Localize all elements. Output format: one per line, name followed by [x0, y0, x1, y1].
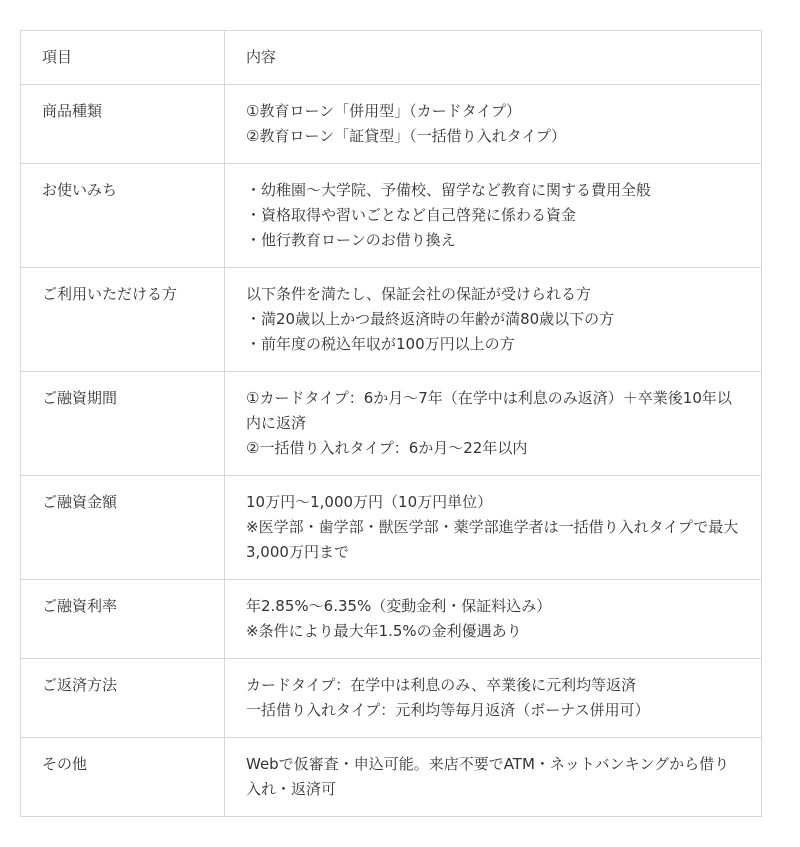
row-line: ・他行教育ローンのお借り換え: [246, 231, 456, 249]
table-row: [21, 85, 762, 164]
row-line: ①教育ローン「併用型」（カードタイプ）: [246, 102, 522, 120]
row-line: ・資格取得や習いごとなど自己啓発に係わる資金: [246, 206, 577, 224]
table-row: [21, 580, 762, 659]
row-line: 一括借り入れタイプ：元利均等毎月返済（ボーナス併用可）: [246, 701, 650, 719]
table-row: [21, 268, 762, 372]
header-value-cell: 内容: [225, 31, 762, 85]
row-line: ②教育ローン「証貸型」（一括借り入れタイプ）: [246, 127, 567, 145]
row-value: [225, 659, 762, 738]
row-label: 商品種類: [21, 85, 225, 164]
row-value: [225, 476, 762, 580]
loan-info-table: [20, 30, 762, 817]
row-line: 年2.85%〜6.35%（変動金利・保証料込み）: [246, 597, 552, 615]
table-row: [21, 476, 762, 580]
row-line: カードタイプ：在学中は利息のみ、卒業後に元利均等返済: [246, 676, 637, 694]
row-line: 10万円〜1,000万円（10万円単位）: [246, 493, 493, 511]
table-row: [21, 659, 762, 738]
table-row: [21, 164, 762, 268]
row-value: [225, 738, 762, 817]
row-line: ・幼稚園〜大学院、予備校、留学など教育に関する費用全般: [246, 181, 652, 199]
table-row: [21, 372, 762, 476]
row-label: その他: [21, 738, 225, 817]
row-line: ②一括借り入れタイプ：6か月〜22年以内: [246, 439, 528, 457]
row-label: ご融資金額: [21, 476, 225, 580]
row-value: [225, 580, 762, 659]
header-label-cell: 項目: [21, 31, 225, 85]
row-label: ご融資期間: [21, 372, 225, 476]
row-line: ※医学部・歯学部・獣医学部・薬学部進学者は一括借り入れタイプで最大3,000万円まで: [246, 518, 739, 561]
row-line: ・前年度の税込年収が100万円以上の方: [246, 335, 515, 353]
row-label: ご返済方法: [21, 659, 225, 738]
row-label: お使いみち: [21, 164, 225, 268]
row-line: ①カードタイプ：6か月〜7年（在学中は利息のみ返済）＋卒業後10年以内に返済: [246, 389, 732, 432]
row-line: 以下条件を満たし、保証会社の保証が受けられる方: [246, 285, 592, 303]
row-label: ご融資利率: [21, 580, 225, 659]
row-line: ※条件により最大年1.5%の金利優遇あり: [246, 622, 522, 640]
table-row: [21, 738, 762, 817]
row-value: [225, 372, 762, 476]
row-value: [225, 268, 762, 372]
row-value: [225, 85, 762, 164]
row-line: Webで仮審査・申込可能。来店不要でATM・ネットバンキングから借り入れ・返済可: [246, 755, 730, 798]
row-line: ・満20歳以上かつ最終返済時の年齢が満80歳以下の方: [246, 310, 615, 328]
row-value: [225, 164, 762, 268]
row-label: ご利用いただける方: [21, 268, 225, 372]
table-header-row: [21, 31, 762, 85]
